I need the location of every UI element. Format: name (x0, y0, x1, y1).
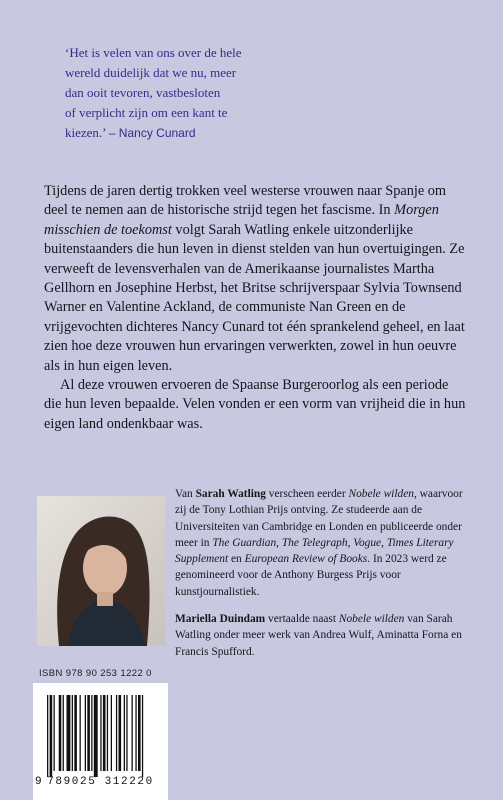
barcode (33, 683, 168, 800)
barcode-bar (63, 695, 64, 771)
quote-line: of verplicht zijn om een kant te (65, 105, 228, 120)
barcode-bar (47, 695, 48, 777)
quote-line: wereld duidelijk dat we nu, meer (65, 65, 237, 80)
barcode-bar (124, 695, 125, 771)
author-bio: Van Sarah Watling verscheen eerder Nobele wilden, waarvoor zij de Tony Lothian Prijs ontving. Ze studeerde aan de Universiteiten van Cambridge en Londen en publiceerde onder meer in The Guardian, The Telegraph, Vogue, Times Literary Supplement en European Review of Books. In 2023 werd ze genomineerd voor de Anthony Burgess Prijs voor kunstjournalistiek. (175, 488, 463, 598)
barcode-bar (87, 695, 90, 771)
blurb (44, 182, 469, 434)
barcode-bar (107, 695, 108, 771)
barcode-bar (135, 695, 136, 771)
barcode-bar (132, 695, 133, 771)
barcode-bar (94, 695, 98, 777)
epigraph-quote (65, 43, 365, 143)
barcode-bar (100, 695, 101, 771)
blurb-paragraph: Tijdens de jaren dertig trokken veel westerse vrouwen naar Spanje om deel te nemen aan de historische strijd tegen het fascisme. In Morgen misschien de toekomst volgt Sarah Watling enkele uitzonderlijke buitenstaanders die hun leven in dienst stelden van hun overtuigingen. Ze verweeft de levensverhalen van de Amerikaanse journalistes Martha Gellhorn en Josephine Herbst, het Britse schrijverspaar Sylvia Townsend Warner en Valentine Ackland, de communiste Nan Green en de vrijgevochten dichteres Nancy Cunard tot één sprankelend geheel, en laat zien hoe deze vrouwen hun ervaringen verwerkten, zowel in hun oeuvre als in hun eigen leven. (44, 183, 465, 374)
barcode-bar (85, 695, 86, 771)
author-photo (37, 496, 165, 646)
barcode-bar (126, 695, 127, 771)
book-title: Morgen misschien de toekomst (44, 202, 439, 238)
quote-line: dan ooit tevoren, vastbesloten (65, 85, 221, 100)
barcode-bar (50, 695, 53, 777)
barcode-bar (74, 695, 77, 771)
translator-name: Mariella Duindam (175, 613, 266, 626)
blurb-paragraph: Al deze vrouwen ervoeren de Spaanse Burgeroorlog als een periode die hun leven bepaalde. Velen vonden er een vorm van vrijheid die in hun eigen land ondenkbaar was. (44, 377, 466, 432)
barcode-bar (138, 695, 141, 771)
bio-section (175, 486, 475, 671)
isbn-label: ISBN 978 90 253 1222 0 (39, 668, 152, 679)
quote-line: ‘Het is velen van ons over de hele (65, 45, 242, 60)
barcode-bar (80, 695, 81, 771)
quote-line: kiezen.’ – Nancy Cunard (65, 125, 196, 140)
barcode-bar (67, 695, 71, 771)
quote-author: – Nancy Cunard (108, 126, 196, 140)
barcode-bar (142, 695, 143, 777)
translator-bio: Mariella Duindam vertaalde naast Nobele wilden van Sarah Watling onder meer werk van Andrea Wulf, Aminatta Forna en Francis Spufford. (175, 613, 462, 658)
barcode-bar (119, 695, 122, 771)
barcode-bar (111, 695, 112, 771)
barcode-bar (59, 695, 62, 771)
barcode-bar (54, 695, 55, 771)
barcode-bar (116, 695, 117, 771)
barcode-first-digit: 9 (35, 776, 42, 788)
barcode-bar (91, 695, 92, 771)
barcode-bar (72, 695, 73, 771)
author-name: Sarah Watling (195, 488, 266, 500)
barcode-bar (103, 695, 106, 771)
barcode-digits: 789025 312220 (47, 776, 154, 788)
